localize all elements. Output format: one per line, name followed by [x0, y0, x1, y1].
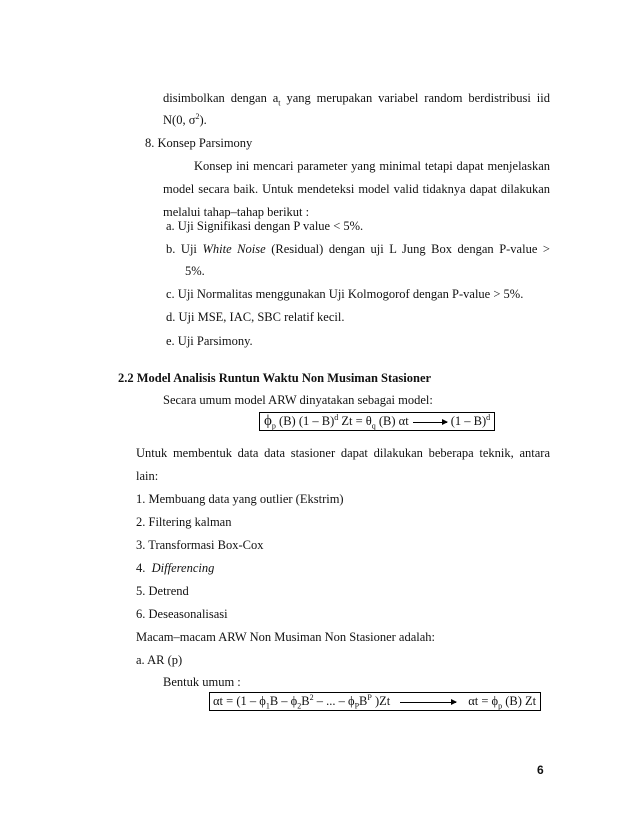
text-line: Secara umum model ARW dinyatakan sebagai model: [163, 393, 433, 407]
list-item: 4. Differencing [136, 561, 215, 575]
text-line: N(0, $\sigma^2$). [163, 111, 207, 127]
text-line: disimbolkan dengan $a_t$ yang merupakan variabel random berdistribusi iid [163, 91, 550, 108]
list-item-continuation: 5%. [185, 264, 205, 278]
paragraph-line: melalui tahap–tahap berikut : [163, 205, 310, 219]
list-item: d. Uji MSE, IAC, SBC relatif kecil. [166, 310, 345, 324]
list-item: 1. Membuang data yang outlier (Ekstrim) [136, 492, 344, 506]
list-item: 3. Transformasi Box-Cox [136, 538, 264, 552]
list-item: 6. Deseasonalisasi [136, 607, 228, 621]
list-item: a. Uji Signifikasi dengan P value < 5%. [166, 219, 364, 233]
list-item: b. Uji White Noise (Residual) dengan uji L Jung Box dengan P-value > [166, 242, 550, 256]
list-item: a. AR (p) [136, 653, 183, 667]
text-line: lain: [136, 469, 159, 483]
page-number: 6 [537, 763, 544, 777]
text-line: Untuk membentuk data data stasioner dapat dilakukan beberapa teknik, antara [136, 446, 550, 460]
ar-model-formula: $\alpha t = (1 - \phi_1B - \phi_2B^2$ – ... – $\phi_PB^P$ )Zt $\alpha t = \phi_p$ (B) Zt [209, 692, 541, 711]
arrow-icon [400, 702, 456, 703]
list-item: 8. Konsep Parsimony [145, 136, 253, 150]
text-line: Bentuk umum : [163, 675, 241, 689]
arrow-icon [413, 422, 447, 423]
list-item: 2. Filtering kalman [136, 515, 232, 529]
section-heading: 2.2 Model Analisis Runtun Waktu Non Musiman Stasioner [118, 371, 432, 385]
paragraph-line: Konsep ini mencari parameter yang minimal tetapi dapat menjelaskan [194, 159, 550, 173]
list-item: 5. Detrend [136, 584, 189, 598]
list-item: e. Uji Parsimony. [166, 334, 253, 348]
text-line: Macam–macam ARW Non Musiman Non Stasioner adalah: [136, 630, 436, 644]
paragraph-line: model secara baik. Untuk mendeteksi model valid tidaknya dapat dilakukan [163, 182, 550, 196]
list-item: c. Uji Normalitas menggunakan Uji Kolmogorof dengan P-value > 5%. [166, 287, 524, 301]
arw-model-formula: $\phi_p$ (B) (1 – B)$^d$ $Zt = \theta_q$ (B) αt (1 – B)$^d$ [259, 412, 495, 431]
